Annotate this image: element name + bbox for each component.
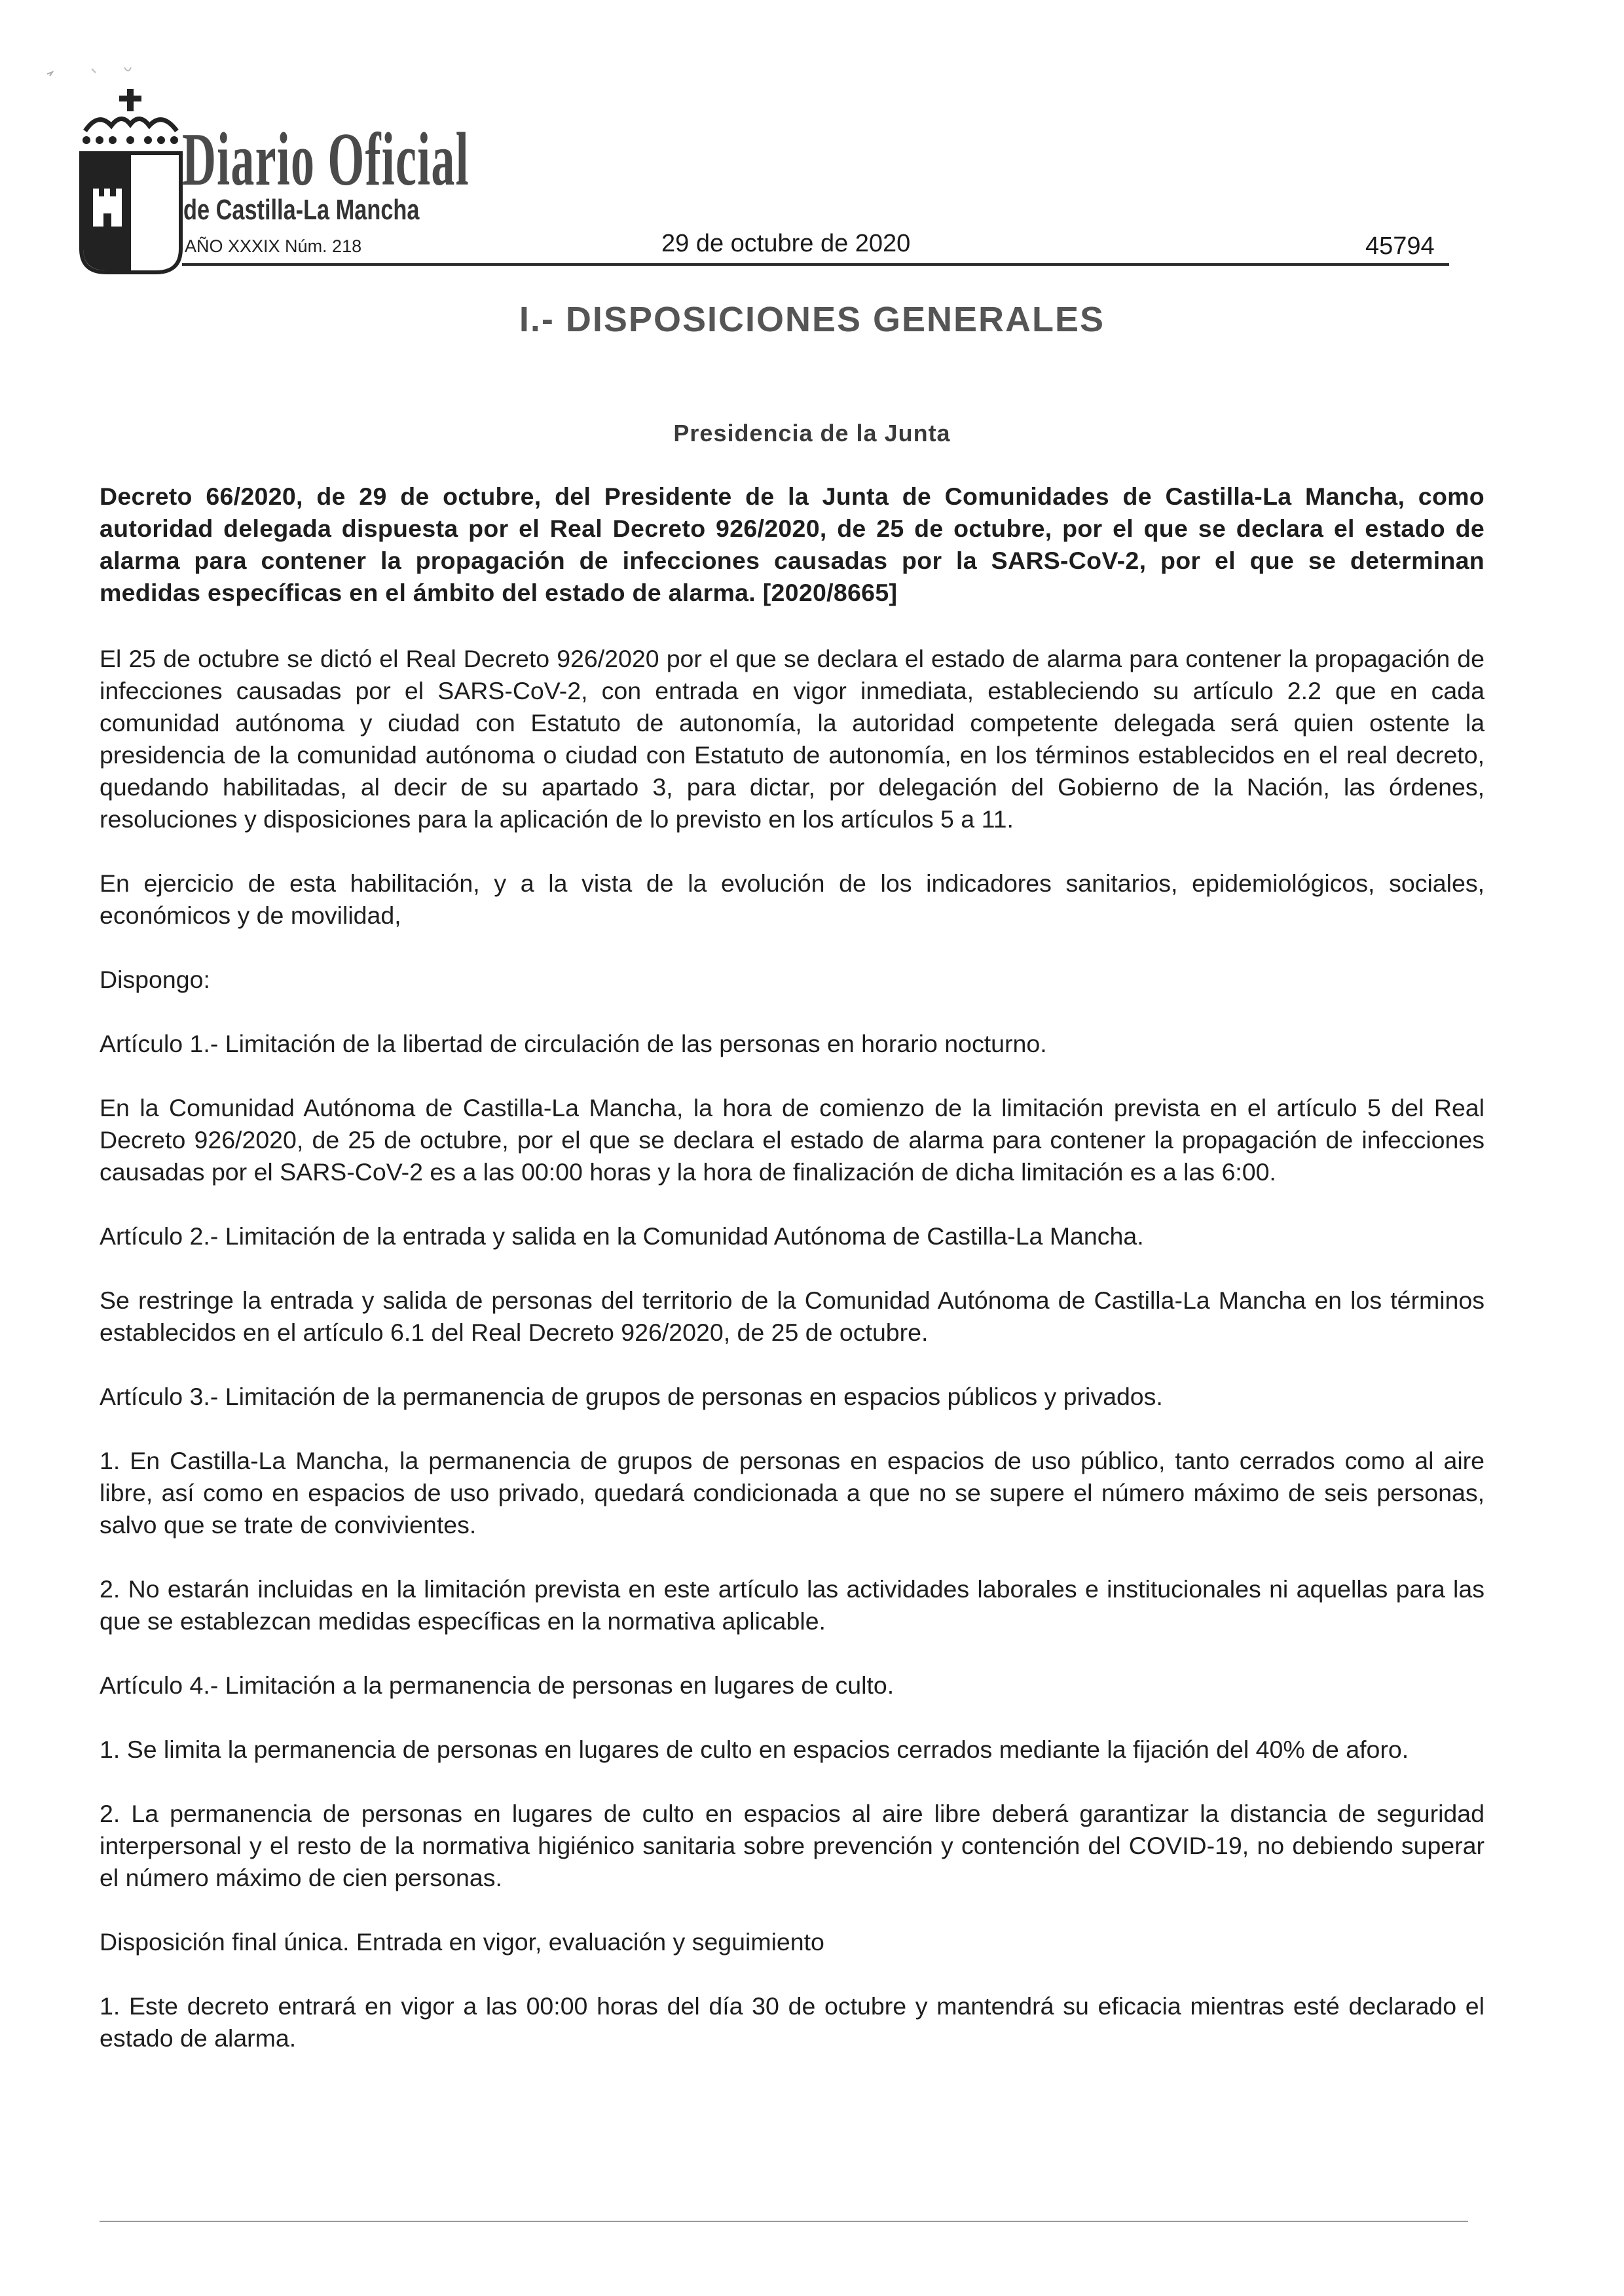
paragraph: Dispongo: <box>100 966 210 993</box>
page-number: 45794 <box>1365 232 1435 260</box>
header-divider <box>182 263 1449 266</box>
section-heading: I.- DISPOSICIONES GENERALES <box>519 300 1105 339</box>
paragraph: El 25 de octubre se dictó el Real Decreto 926/2020 por el que se declara el estado de alarma para contener la propagación de infecciones causadas por el SARS-CoV-2, con entrada en vigor inmediata, estableciendo su artículo 2.2 que en cada comunidad autónoma y ciudad con Estatuto de autonomía, la autoridad competente delegada será quien ostente la presidencia de la comunidad autónoma o ciudad con Estatuto de autonomía, en los términos establecidos en el real decreto, quedando habilitadas, al decir de su apartado 3, para dictar, por delegación del Gobierno de la Nación, las órdenes, resoluciones y disposiciones para la aplicación de lo previsto en los artículos 5 a 11. <box>100 645 1485 833</box>
issuing-organ: Presidencia de la Junta <box>673 420 951 446</box>
paragraph: 1. Este decreto entrará en vigor a las 00:00 horas del día 30 de octubre y mantendrá su eficacia mientras esté declarado el estado de alarma. <box>100 1992 1485 2052</box>
paragraph: 2. No estarán incluidas en la limitación prevista en este artículo las actividades laborales e institucionales ni aquellas para las que se establezcan medidas específicas en la normativa aplicable. <box>100 1575 1485 1635</box>
masthead-subtitle: de Castilla-La Mancha <box>183 194 420 226</box>
issue-number: AÑO XXXIX Núm. 218 <box>185 236 362 256</box>
paragraph: En la Comunidad Autónoma de Castilla-La Mancha, la hora de comienzo de la limitación prevista en el artículo 5 del Real Decreto 926/2020, de 25 de octubre, por el que se declara el estado de alarma para contener la propagación de infecciones causadas por el SARS-CoV-2 es a las 00:00 horas y la hora de finalización de dicha limitación es a las 6:00. <box>100 1094 1485 1186</box>
decree-title: Decreto 66/2020, de 29 de octubre, del Presidente de la Junta de Comunidades de Castilla-La Mancha, como autoridad delegada dispuesta por el Real Decreto 926/2020, de 25 de octubre, por el que se declara el estado de alarma para contener la propagación de infecciones causadas por la SARS-CoV-2, por el que se determinan medidas específicas en el ámbito del estado de alarma. [2020/8665] <box>100 483 1485 606</box>
footer-divider <box>100 2221 1468 2222</box>
paragraph: 1. En Castilla-La Mancha, la permanencia de grupos de personas en espacios de uso público, tanto cerrados como al aire libre, así como en espacios de uso privado, quedará condicionada a que no se supere el número máximo de seis personas, salvo que se trate de convivientes. <box>100 1447 1485 1539</box>
issue-date: 29 de octubre de 2020 <box>661 230 911 257</box>
paragraph: 1. Se limita la permanencia de personas en lugares de culto en espacios cerrados mediante la fijación del 40% de aforo. <box>100 1736 1409 1763</box>
paragraph: Se restringe la entrada y salida de personas del territorio de la Comunidad Autónoma de Castilla-La Mancha en los términos establecidos en el artículo 6.1 del Real Decreto 926/2020, de 25 de octubre. <box>100 1286 1485 1346</box>
article-heading: Artículo 2.- Limitación de la entrada y salida en la Comunidad Autónoma de Castilla-La Mancha. <box>100 1222 1144 1250</box>
paragraph: En ejercicio de esta habilitación, y a la vista de la evolución de los indicadores sanitarios, epidemiológicos, sociales, económicos y de movilidad, <box>100 869 1485 929</box>
article-heading: Artículo 3.- Limitación de la permanencia de grupos de personas en espacios públicos y privados. <box>100 1383 1163 1410</box>
paragraph: 2. La permanencia de personas en lugares de culto en espacios al aire libre deberá garantizar la distancia de seguridad interpersonal y el resto de la normativa higiénico sanitaria sobre prevención y contención del COVID-19, no debiendo superar el número máximo de cien personas. <box>100 1800 1485 1891</box>
article-heading: Artículo 1.- Limitación de la libertad de circulación de las personas en horario nocturno. <box>100 1030 1047 1057</box>
scan-mark-icon <box>46 62 164 82</box>
document-body <box>100 481 1485 2086</box>
article-heading: Disposición final única. Entrada en vigor, evaluación y seguimiento <box>100 1928 824 1956</box>
masthead-title: Diario Oficial <box>182 118 470 202</box>
coat-of-arms-icon <box>79 85 183 275</box>
article-heading: Artículo 4.- Limitación a la permanencia de personas en lugares de culto. <box>100 1671 895 1699</box>
